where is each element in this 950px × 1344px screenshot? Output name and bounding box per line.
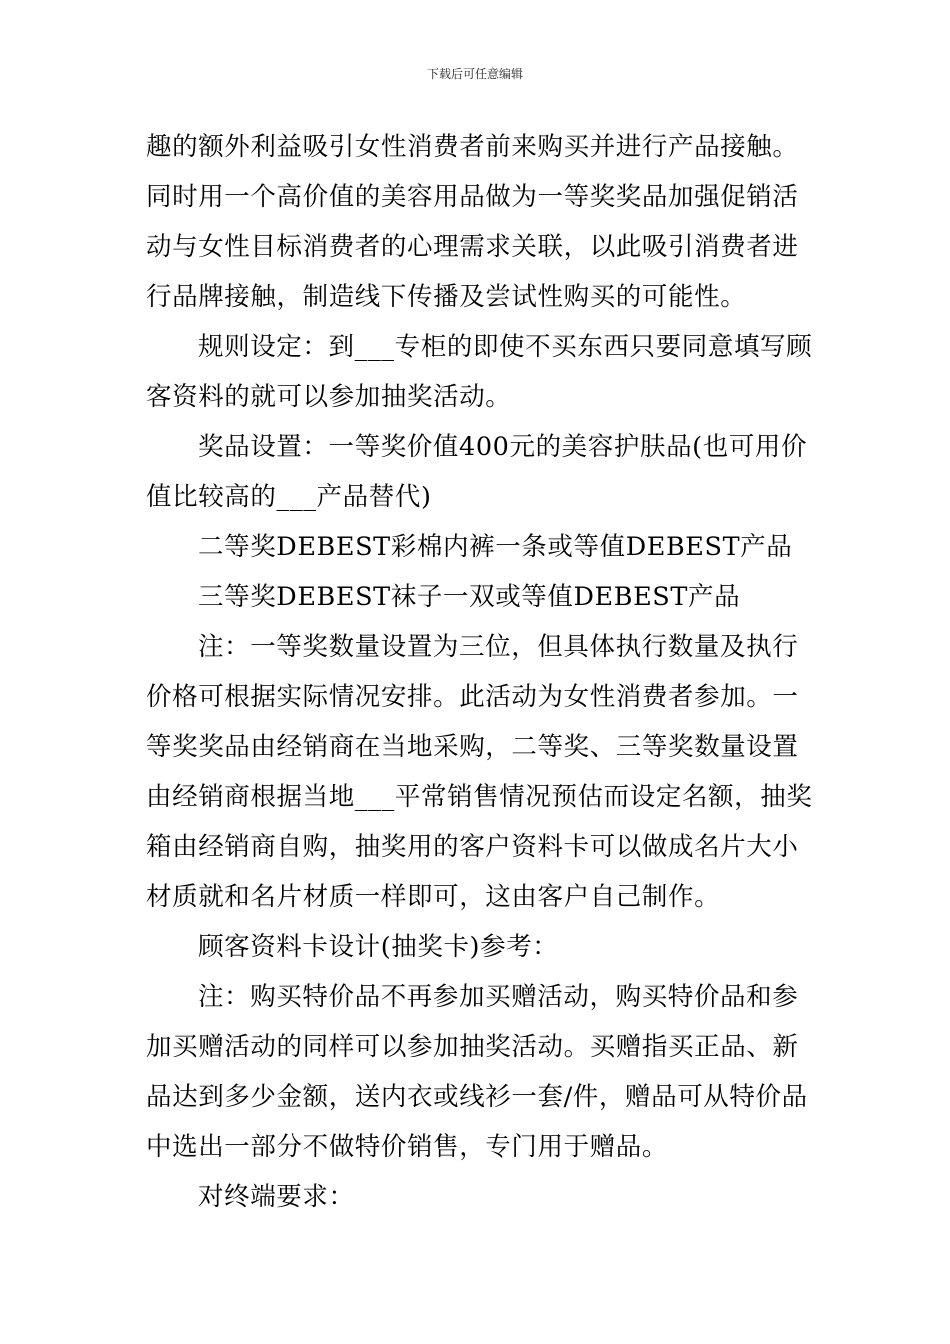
text-line: 趣的额外利益吸引女性消费者前来购买并进行产品接触。: [146, 132, 799, 162]
text-line: 加买赠活动的同样可以参加抽奖活动。买赠指买正品、新: [146, 1032, 799, 1062]
paragraph-rules: [146, 322, 813, 422]
text-line: 值比较高的___产品替代): [146, 482, 432, 512]
paragraph-prizes: [146, 422, 808, 522]
paragraph-intro: [146, 122, 808, 322]
text-line: 二等奖DEBEST彩棉内裤一条或等值DEBEST产品: [198, 532, 793, 562]
paragraph-note-purchase: [146, 972, 808, 1172]
text-line: 材质就和名片材质一样即可，这由客户自己制作。: [146, 882, 721, 912]
text-line: 注：一等奖数量设置为三位，但具体执行数量及执行: [198, 632, 799, 662]
paragraph-second-prize: [146, 522, 808, 572]
text-line: 对终端要求：: [198, 1182, 355, 1212]
text-line: 品达到多少金额，送内衣或线衫一套/件，赠品可从特价品: [146, 1082, 808, 1112]
page-header: 下载后可任意编辑: [426, 67, 523, 81]
text-line: 价格可根据实际情况安排。此活动为女性消费者参加。一: [146, 682, 799, 712]
text-line: 注：购买特价品不再参加买赠活动，购买特价品和参: [198, 982, 799, 1012]
text-line: 顾客资料卡设计(抽奖卡)参考：: [198, 932, 559, 962]
text-line: 奖品设置：一等奖价值400元的美容护肤品(也可用价: [198, 432, 808, 462]
text-line: 同时用一个高价值的美容用品做为一等奖奖品加强促销活: [146, 182, 799, 212]
text-line: 客资料的就可以参加抽奖活动。: [146, 382, 512, 412]
paragraph-terminal-requirements: [146, 1172, 808, 1222]
text-line: 三等奖DEBEST袜子一双或等值DEBEST产品: [198, 582, 741, 612]
text-line: 等奖奖品由经销商在当地采购，二等奖、三等奖数量设置: [146, 732, 799, 762]
text-line: 行品牌接触，制造线下传播及尝试性购买的可能性。: [146, 282, 747, 312]
text-line: 中选出一部分不做特价销售，专门用于赠品。: [146, 1132, 669, 1162]
text-line: 动与女性目标消费者的心理需求关联，以此吸引消费者进: [146, 232, 799, 262]
paragraph-note-prizes: [146, 622, 813, 922]
document-body: [146, 122, 813, 1222]
paragraph-card-design: [146, 922, 808, 972]
text-line: 规则设定：到___专柜的即使不买东西只要同意填写顾: [198, 332, 813, 362]
paragraph-third-prize: [146, 572, 808, 622]
text-line: 箱由经销商自购，抽奖用的客户资料卡可以做成名片大小: [146, 832, 799, 862]
text-line: 由经销商根据当地___平常销售情况预估而设定名额，抽奖: [146, 782, 813, 812]
